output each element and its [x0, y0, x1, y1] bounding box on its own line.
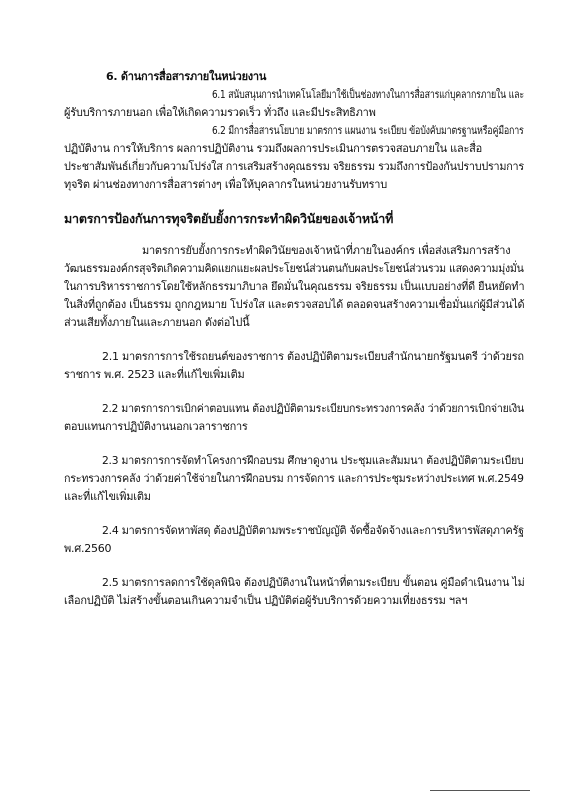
section-6-heading: 6. ด้านการสื่อสารภายในหน่วยงาน — [106, 70, 267, 83]
paragraph-2-3-line-2: กระทรวงการคลัง ว่าด้วยค่าใช้จ่ายในการฝึกอบรม การจัดการ และการประชุมระหว่างประเทศ พ.ศ.2549 — [64, 472, 524, 485]
paragraph-2-5-line-2: เลือกปฏิบัติ ไม่สร้างขั้นตอนเกินความจำเป็น ปฏิบัติต่อผู้รับบริการด้วยความเที่ยงธรรม ฯลฯ — [64, 594, 468, 607]
paragraph-2-4-line-1: 2.4 มาตรการจัดหาพัสดุ ต้องปฏิบัติตามพระราชบัญญัติ จัดซื้อจัดจ้างและการบริหารพัสดุภาครัฐ — [102, 524, 524, 537]
paragraph-6-2-line-4: ทุจริต ผ่านช่องทางการสื่อสารต่างๆ เพื่อให้บุคลากรในหน่วยงานรับทราบ — [64, 178, 387, 191]
paragraph-2-1-line-2: ราชการ พ.ศ. 2523 และที่แก้ไขเพิ่มเติม — [64, 368, 245, 381]
paragraph-2-1-line-1: 2.1 มาตรการการใช้รถยนต์ของราชการ ต้องปฏิบัติตามระเบียบสำนักนายกรัฐมนตรี ว่าด้วยรถ — [102, 350, 524, 363]
paragraph-2-3-line-1: 2.3 มาตรการการจัดทำโครงการฝึกอบรม ศึกษาดูงาน ประชุมและสัมมนา ต้องปฏิบัติตามระเบียบ — [102, 454, 524, 467]
intro-line-2: วัฒนธรรมองค์กรสุจริตเกิดความคิดแยกแยะผลประโยชน์ส่วนตนกับผลประโยชน์ส่วนรวม แสดงความมุ่งมั่น — [64, 262, 524, 275]
paragraph-6-1-line-1: 6.1 สนับสนุนการนำเทคโนโลยีมาใช้เป็นช่องทางในการสื่อสารแก่บุคลากรภายใน และ — [212, 88, 524, 101]
intro-line-5: ส่วนเสียทั้งภายในและภายนอก ดังต่อไปนี้ — [64, 316, 250, 329]
intro-line-4: ในสิ่งที่ถูกต้อง เป็นธรรม ถูกกฎหมาย โปร่งใส และตรวจสอบได้ ตลอดจนสร้างความเชื่อมั่นแก่ผู้มีส่วนได้ — [64, 298, 525, 311]
paragraph-2-5-line-1: 2.5 มาตรการลดการใช้ดุลพินิจ ต้องปฏิบัติงานในหน้าที่ตามระเบียบ ขั้นตอน คู่มือดำเนินงาน ไม่ — [102, 576, 525, 589]
paragraph-6-2-line-3: ประชาสัมพันธ์เกี่ยวกับความโปร่งใส การเสริมสร้างคุณธรรม จริยธรรม รวมถึงการป้องกันปราบปรามการ — [64, 160, 524, 173]
paragraph-2-4-line-2: พ.ศ.2560 — [64, 542, 112, 555]
paragraph-2-2-line-2: ตอบแทนการปฏิบัติงานนอกเวลาราชการ — [64, 420, 248, 433]
paragraph-2-3-line-3: และที่แก้ไขเพิ่มเติม — [64, 490, 151, 503]
paragraph-6-2-line-1: 6.2 มีการสื่อสารนโยบาย มาตรการ แผนงาน ระเบียบ ข้อบังคับมาตรฐานหรือคู่มือการ — [212, 124, 524, 137]
footer-divider — [430, 790, 530, 791]
intro-line-1: มาตรการยับยั้งการกระทำผิดวินัยของเจ้าหน้าที่ภายในองค์กร เพื่อส่งเสริมการสร้าง — [142, 244, 511, 257]
measures-heading: มาตรการป้องกันการทุจริตยับยั้งการกระทำผิดวินัยของเจ้าหน้าที่ — [64, 211, 394, 226]
paragraph-2-2-line-1: 2.2 มาตรการการเบิกค่าตอบแทน ต้องปฏิบัติตามระเบียบกระทรวงการคลัง ว่าด้วยการเบิกจ่ายเงิน — [102, 402, 524, 415]
paragraph-6-1-line-2: ผู้รับบริการภายนอก เพื่อให้เกิดความรวดเร็ว ทั่วถึง และมีประสิทธิภาพ — [64, 106, 376, 119]
intro-line-3: ในการบริหารราชการโดยใช้หลักธรรมาภิบาล ยึดมั่นในคุณธรรม จริยธรรม เป็นแบบอย่างที่ดี ยืนหยัดทำ — [64, 280, 525, 293]
paragraph-6-2-line-2: ปฏิบัติงาน การให้บริการ ผลการปฏิบัติงาน รวมถึงผลการประเมินการตรวจสอบภายใน และสื่อ — [64, 142, 482, 155]
